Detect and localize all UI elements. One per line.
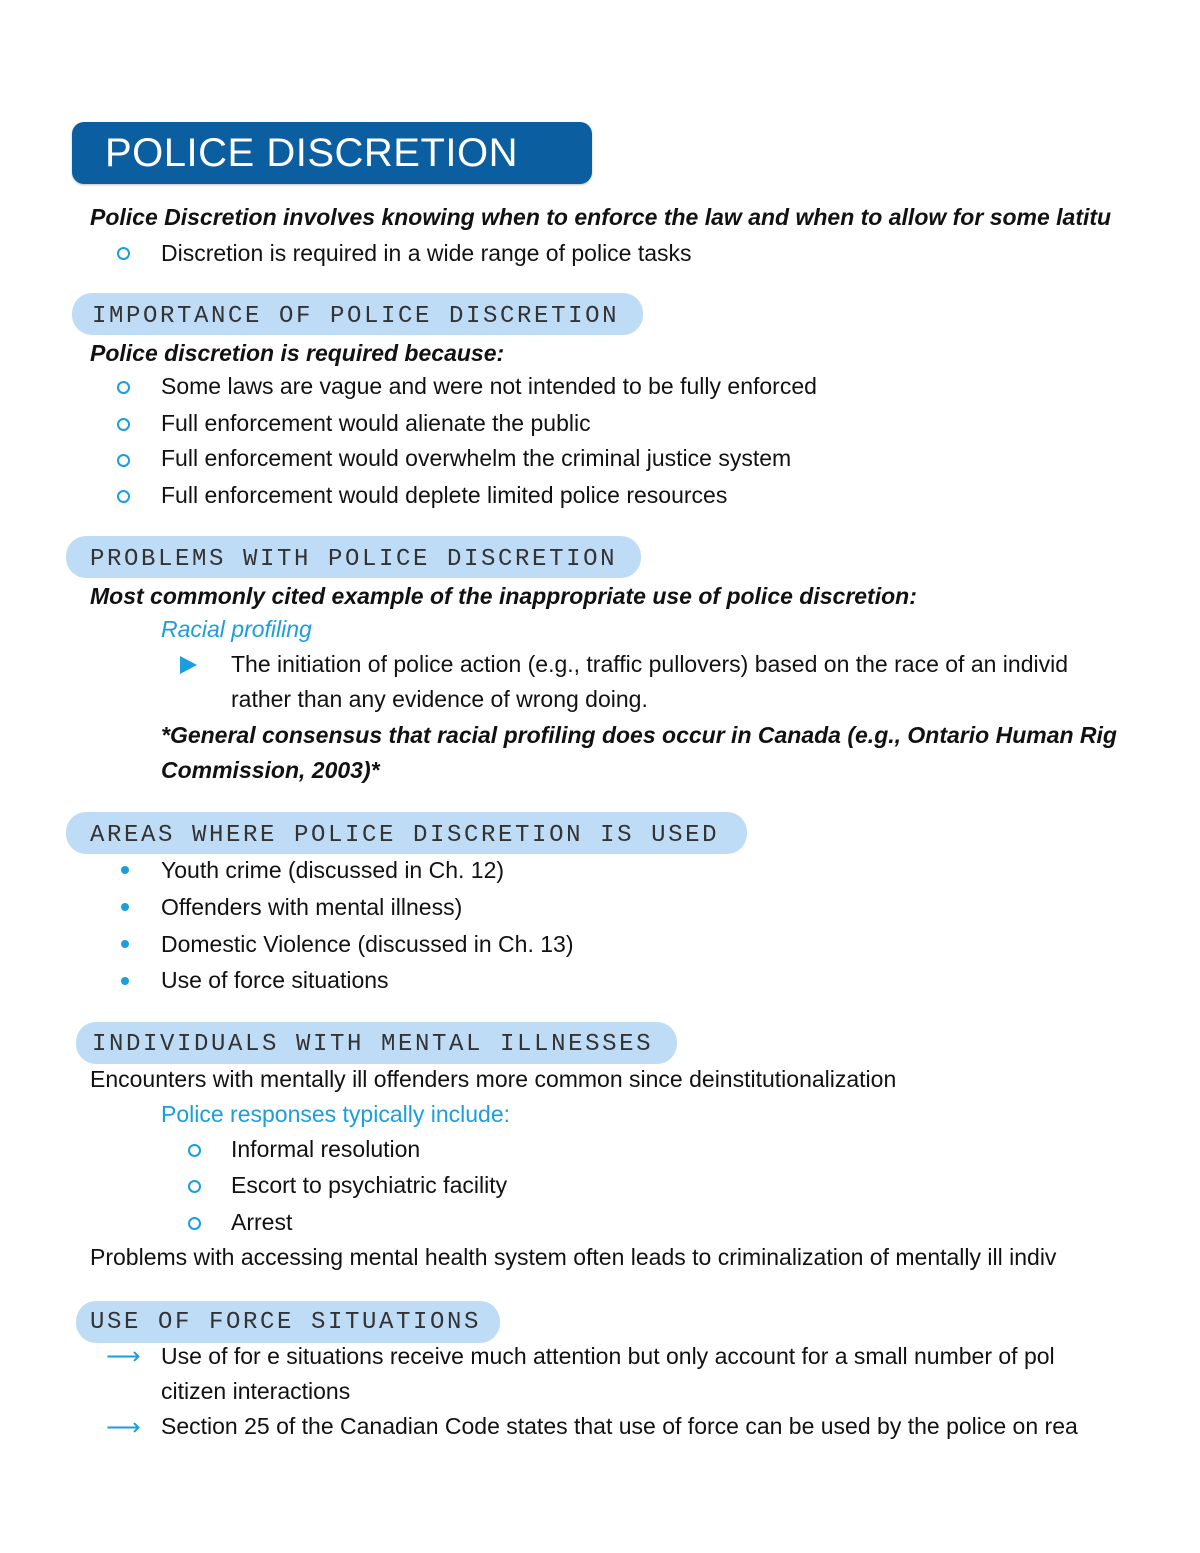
hollow-circle-icon <box>117 247 130 260</box>
mental-heading: INDIVIDUALS WITH MENTAL ILLNESSES <box>92 1031 654 1058</box>
force-item1-line1: Use of for e situations receive much attention but only account for a small number of pol <box>161 1343 1055 1369</box>
problems-heading: PROBLEMS WITH POLICE DISCRETION <box>90 546 618 573</box>
hollow-circle-icon <box>117 381 130 394</box>
areas-item: Offenders with mental illness) <box>161 894 463 920</box>
profiling-definition-line2: rather than any evidence of wrong doing. <box>231 686 648 712</box>
problems-lead: Most commonly cited example of the inappropriate use of police discretion: <box>90 583 917 609</box>
intro-bullet: Discretion is required in a wide range of police tasks <box>161 240 692 266</box>
importance-heading: IMPORTANCE OF POLICE DISCRETION <box>92 303 620 330</box>
importance-item: Full enforcement would alienate the public <box>161 410 591 436</box>
mental-lead: Encounters with mentally ill offenders more common since deinstitutionalization <box>90 1066 897 1092</box>
areas-item: Domestic Violence (discussed in Ch. 13) <box>161 931 574 957</box>
areas-item: Youth crime (discussed in Ch. 12) <box>161 857 505 883</box>
mental-item: Escort to psychiatric facility <box>231 1172 508 1198</box>
filled-dot-icon <box>121 866 129 874</box>
areas-heading: AREAS WHERE POLICE DISCRETION IS USED <box>90 822 720 849</box>
filled-dot-icon <box>121 903 129 911</box>
filled-dot-icon <box>121 977 129 985</box>
hollow-circle-icon <box>117 418 130 431</box>
page-title: POLICE DISCRETION <box>105 131 519 175</box>
importance-item: Full enforcement would overwhelm the criminal justice system <box>161 445 792 471</box>
hollow-circle-icon <box>117 454 130 467</box>
intro-definition: Police Discretion involves knowing when to enforce the law and when to allow for some latitu <box>90 204 1112 230</box>
force-heading: USE OF FORCE SITUATIONS <box>90 1309 482 1336</box>
hollow-circle-icon <box>188 1180 201 1193</box>
force-item1-line2: citizen interactions <box>161 1378 351 1404</box>
areas-item: Use of force situations <box>161 967 389 993</box>
profiling-definition-line1: The initiation of police action (e.g., traffic pullovers) based on the race of an individ <box>231 651 1068 677</box>
hollow-circle-icon <box>188 1217 201 1230</box>
mental-item: Arrest <box>231 1209 293 1235</box>
mental-closing: Problems with accessing mental health system often leads to criminalization of mentally ill indiv <box>90 1244 1057 1270</box>
mental-subheading: Police responses typically include: <box>161 1101 511 1127</box>
force-item2-line1: Section 25 of the Canadian Code states that use of force can be used by the police on rea <box>161 1413 1078 1439</box>
importance-item: Some laws are vague and were not intended to be fully enforced <box>161 373 817 399</box>
hollow-circle-icon <box>117 490 130 503</box>
problems-subheading: Racial profiling <box>161 616 312 642</box>
filled-dot-icon <box>121 940 129 948</box>
right-arrow-icon: ⟶ <box>106 1414 141 1441</box>
profiling-note-line1: *General consensus that racial profiling does occur in Canada (e.g., Ontario Human Rig <box>161 722 1117 748</box>
right-arrow-icon: ⟶ <box>106 1343 141 1370</box>
importance-item: Full enforcement would deplete limited police resources <box>161 482 728 508</box>
right-triangle-icon <box>180 656 197 674</box>
hollow-circle-icon <box>188 1144 201 1157</box>
importance-lead: Police discretion is required because: <box>90 340 505 366</box>
mental-item: Informal resolution <box>231 1136 421 1162</box>
profiling-note-line2: Commission, 2003)* <box>161 757 380 783</box>
